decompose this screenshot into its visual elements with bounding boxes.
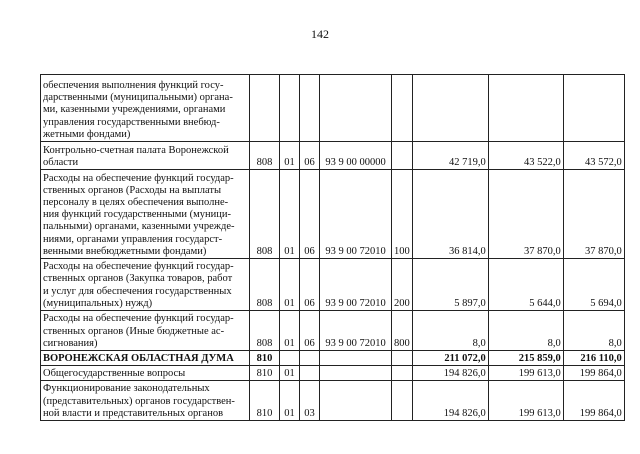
- expense-name-line: ВОРОНЕЖСКАЯ ОБЛАСТНАЯ ДУМА: [43, 352, 234, 364]
- grbs-code-cell: [250, 75, 280, 142]
- amount-year1-cell: 194 826,0: [412, 381, 488, 421]
- section-code-cell: 01: [280, 170, 300, 259]
- expense-name-cell: [41, 142, 250, 170]
- target-article-cell: [320, 351, 392, 366]
- amount-year3-cell: 5 694,0: [563, 259, 624, 311]
- expense-name-line: ной власти и представительных органов: [43, 407, 224, 419]
- expense-name-line: венными внебюджетными фондами): [43, 245, 207, 257]
- expense-name-cell: [41, 381, 250, 421]
- subsection-code-cell: 06: [300, 311, 320, 351]
- expense-name-line: пальными) органами, казенными учрежде-: [43, 221, 235, 233]
- expense-type-cell: 800: [392, 311, 413, 351]
- target-article-cell: 93 9 00 72010: [320, 311, 392, 351]
- target-article-cell: 93 9 00 00000: [320, 142, 392, 170]
- subsection-code-cell: 06: [300, 142, 320, 170]
- expense-name-cell: [41, 259, 250, 311]
- expense-name-cell: [41, 75, 250, 142]
- amount-year2-cell: [488, 75, 563, 142]
- subsection-code-cell: [300, 366, 320, 381]
- amount-year3-cell: 199 864,0: [563, 381, 624, 421]
- expense-name-line: ния функций государственными (муници-: [43, 209, 231, 221]
- table-row: [41, 259, 625, 311]
- amount-year3-cell: 8,0: [563, 311, 624, 351]
- amount-year1-cell: [412, 75, 488, 142]
- grbs-code-cell: 808: [250, 142, 280, 170]
- amount-year2-cell: 199 613,0: [488, 381, 563, 421]
- expense-name-line: ми, казенными учреждениями, органами: [43, 104, 226, 116]
- section-code-cell: 01: [280, 142, 300, 170]
- amount-year2-cell: 199 613,0: [488, 366, 563, 381]
- amount-year2-cell: 37 870,0: [488, 170, 563, 259]
- expense-name-line: персоналу в целях обеспечения выполне-: [43, 196, 229, 208]
- amount-year1-cell: 8,0: [412, 311, 488, 351]
- section-code-cell: 01: [280, 311, 300, 351]
- section-code-cell: [280, 351, 300, 366]
- section-code-cell: 01: [280, 259, 300, 311]
- amount-year1-cell: 211 072,0: [412, 351, 488, 366]
- section-code-cell: 01: [280, 381, 300, 421]
- amount-year2-cell: 215 859,0: [488, 351, 563, 366]
- expense-name-line: ниями, органами управления государст-: [43, 233, 223, 245]
- subsection-code-cell: 06: [300, 170, 320, 259]
- budget-table: [40, 74, 625, 421]
- amount-year1-cell: 194 826,0: [412, 366, 488, 381]
- target-article-cell: 93 9 00 72010: [320, 259, 392, 311]
- expense-name-line: ственных органов (Иные бюджетные ас-: [43, 325, 225, 337]
- expense-name-line: Расходы на обеспечение функций государ-: [43, 172, 234, 184]
- subsection-code-cell: [300, 75, 320, 142]
- grbs-code-cell: 810: [250, 366, 280, 381]
- expense-type-cell: [392, 351, 413, 366]
- expense-name-cell: [41, 311, 250, 351]
- amount-year2-cell: 43 522,0: [488, 142, 563, 170]
- amount-year1-cell: 42 719,0: [412, 142, 488, 170]
- amount-year3-cell: 37 870,0: [563, 170, 624, 259]
- expense-name-line: жетными фондами): [43, 128, 131, 140]
- table-row: [41, 311, 625, 351]
- expense-name-line: ственных органов (Закупка товаров, работ: [43, 273, 233, 285]
- expense-type-cell: [392, 381, 413, 421]
- expense-name-line: Расходы на обеспечение функций государ-: [43, 261, 234, 273]
- expense-name-cell: [41, 351, 250, 366]
- expense-name-line: сигнования): [43, 337, 98, 349]
- grbs-code-cell: 810: [250, 381, 280, 421]
- table-row: [41, 351, 625, 366]
- subsection-code-cell: 03: [300, 381, 320, 421]
- section-code-cell: 01: [280, 366, 300, 381]
- amount-year2-cell: 8,0: [488, 311, 563, 351]
- grbs-code-cell: 808: [250, 170, 280, 259]
- page-number: 142: [311, 27, 329, 41]
- expense-name-line: ственных органов (Расходы на выплаты: [43, 184, 222, 196]
- expense-name-line: Общегосударственные вопросы: [43, 367, 186, 379]
- table-row: [41, 366, 625, 381]
- table-row: [41, 142, 625, 170]
- expense-name-line: управления государственными внебюд-: [43, 116, 220, 128]
- expense-name-line: (муниципальных) нужд): [43, 297, 153, 309]
- amount-year3-cell: 199 864,0: [563, 366, 624, 381]
- amount-year1-cell: 36 814,0: [412, 170, 488, 259]
- expense-name-line: (представительных) органов государствен-: [43, 395, 235, 407]
- amount-year2-cell: 5 644,0: [488, 259, 563, 311]
- expense-name-line: дарственными (муниципальными) органа-: [43, 92, 233, 104]
- amount-year1-cell: 5 897,0: [412, 259, 488, 311]
- expense-name-line: области: [43, 156, 79, 168]
- section-code-cell: [280, 75, 300, 142]
- expense-name-cell: [41, 366, 250, 381]
- table-row: [41, 75, 625, 142]
- expense-name-line: и услуг для обеспечения государственных: [43, 285, 232, 297]
- expense-name-line: обеспечения выполнения функций госу-: [43, 79, 224, 91]
- table-row: [41, 170, 625, 259]
- grbs-code-cell: 810: [250, 351, 280, 366]
- grbs-code-cell: 808: [250, 259, 280, 311]
- amount-year3-cell: [563, 75, 624, 142]
- expense-name-line: Расходы на обеспечение функций государ-: [43, 313, 234, 325]
- target-article-cell: [320, 366, 392, 381]
- target-article-cell: [320, 381, 392, 421]
- grbs-code-cell: 808: [250, 311, 280, 351]
- table-row: [41, 381, 625, 421]
- expense-type-cell: 100: [392, 170, 413, 259]
- target-article-cell: [320, 75, 392, 142]
- expense-type-cell: [392, 366, 413, 381]
- target-article-cell: 93 9 00 72010: [320, 170, 392, 259]
- expense-type-cell: [392, 142, 413, 170]
- subsection-code-cell: [300, 351, 320, 366]
- expense-name-line: Контрольно-счетная палата Воронежской: [43, 144, 229, 156]
- expense-type-cell: [392, 75, 413, 142]
- expense-type-cell: 200: [392, 259, 413, 311]
- subsection-code-cell: 06: [300, 259, 320, 311]
- amount-year3-cell: 43 572,0: [563, 142, 624, 170]
- expense-name-cell: [41, 170, 250, 259]
- expense-name-line: Функционирование законодательных: [43, 383, 210, 395]
- amount-year3-cell: 216 110,0: [563, 351, 624, 366]
